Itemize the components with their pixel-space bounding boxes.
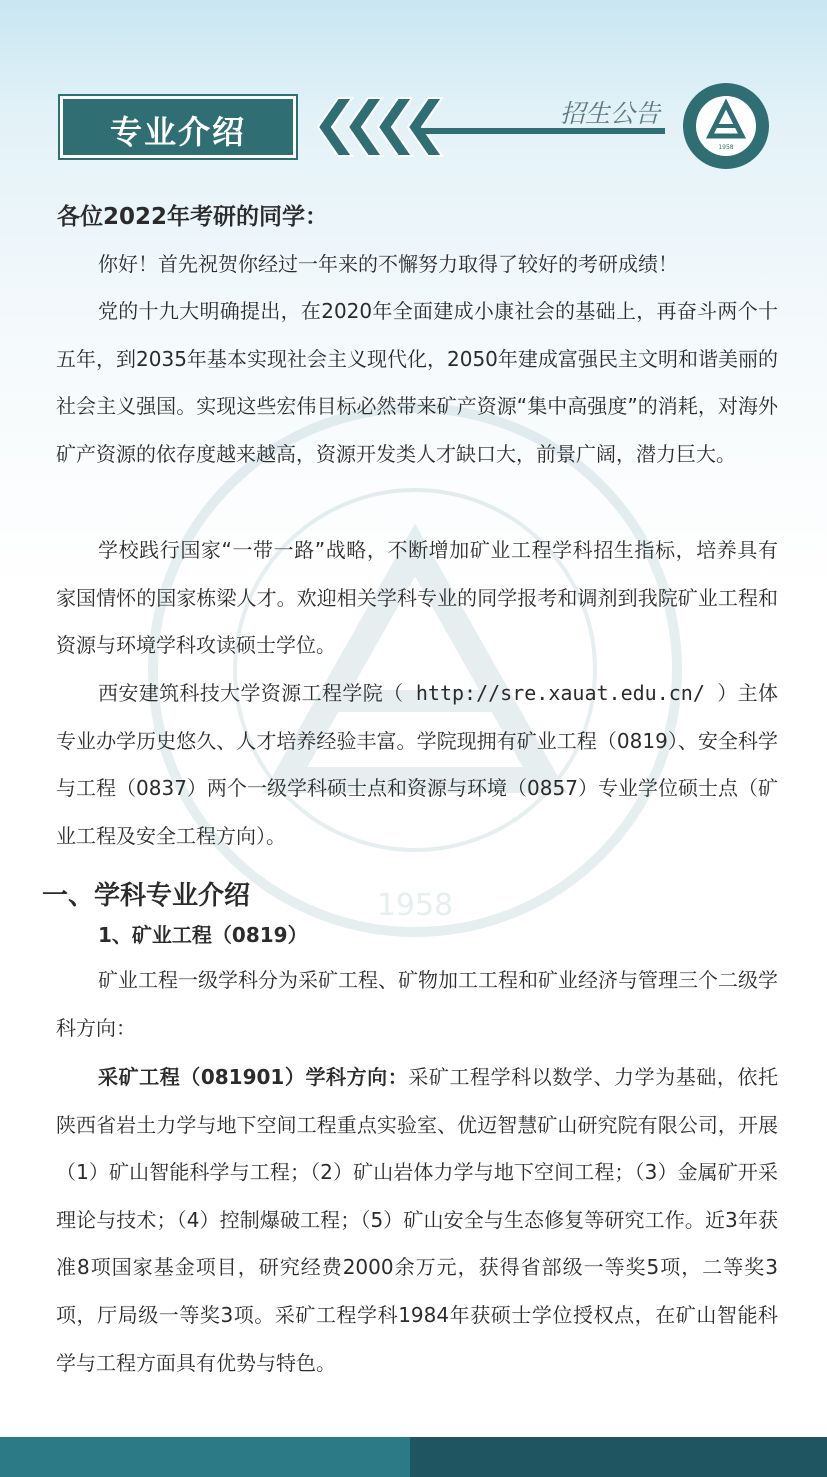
- college-intro-text-a: 西安建筑科技大学资源工程学院（: [98, 681, 404, 705]
- paragraph-mining-intro: 矿业工程一级学科分为采矿工程、矿物加工工程和矿业经济与管理三个二级学科方向：: [56, 968, 778, 1040]
- mining-direction-text: 采矿工程学科以数学、力学为基础，依托陕西省岩土力学与地下空间工程重点实验室、优迈智慧矿山研究院有限公司，开展（1）矿山智能科学与工程；（2）矿山岩体力学与地下空间工程；（3）金属矿开采理论与技术；（4）控制爆破工程；（5）矿山安全与生态修复等研究工作。近3年获准8项国家基金项目，研究经费2000余万元，获得省部级一等奖5项，二等奖3项，厅局级一等奖3项。采矿工程学科1984年获硕士学位授权点，在矿山智能科学与工程方面具有优势与特色。: [56, 1065, 779, 1375]
- header-subtitle: 招生公告: [560, 99, 661, 128]
- paragraph-national-goals: 党的十九大明确提出，在2020年全面建成小康社会的基础上，再奋斗两个十五年，到2035年基本实现社会主义现代化，2050年建成富强民主文明和谐美丽的社会主义强国。实现这些宏伟目标必然带来矿产资源“集中高强度”的消耗，对海外矿产资源的依存度越来越高，资源开发类人才缺口大，前景广阔，潜力巨大。: [56, 299, 778, 466]
- paragraph-congrats: 你好！首先祝贺你经过一年来的不懈努力取得了较好的考研成绩！: [98, 252, 678, 276]
- school-logo: [680, 80, 772, 172]
- paragraph-college-intro: [56, 670, 778, 860]
- svg-text:1958: 1958: [376, 888, 454, 923]
- greeting-heading: 各位2022年考研的同学：: [57, 204, 329, 230]
- svg-text:1958: 1958: [718, 144, 734, 151]
- paragraph-belt-road: 学校践行国家“一带一路”战略，不断增加矿业工程学科招生指标，培养具有家国情怀的国家栋梁人才。欢迎相关学科专业的同学报考和调剂到我院矿业工程和资源与环境学科攻读硕士学位。: [56, 538, 778, 658]
- college-intro-text-b: ）主体专业办学历史悠久、人才培养经验丰富。学院现拥有矿业工程（0819）、安全科学与工程（0837）两个一级学科硕士点和资源与环境（0857）专业学位硕士点（矿业工程及安全工程方向）。: [56, 681, 778, 848]
- footer-bar-right: [410, 1437, 827, 1477]
- mining-direction-label: 采矿工程（081901）学科方向：: [98, 1065, 409, 1089]
- college-website-link[interactable]: http://sre.xauat.edu.cn/: [403, 681, 718, 705]
- page-title: 专业介绍: [109, 113, 246, 151]
- footer-bar: [0, 1437, 827, 1477]
- subsection-heading-mining: 1、矿业工程（0819）: [98, 923, 308, 947]
- section-heading-discipline: 一、学科专业介绍: [42, 881, 251, 911]
- footer-bar-left: [0, 1437, 410, 1477]
- paragraph-mining-engineering: [56, 1054, 778, 1387]
- header-title-box: [60, 96, 296, 158]
